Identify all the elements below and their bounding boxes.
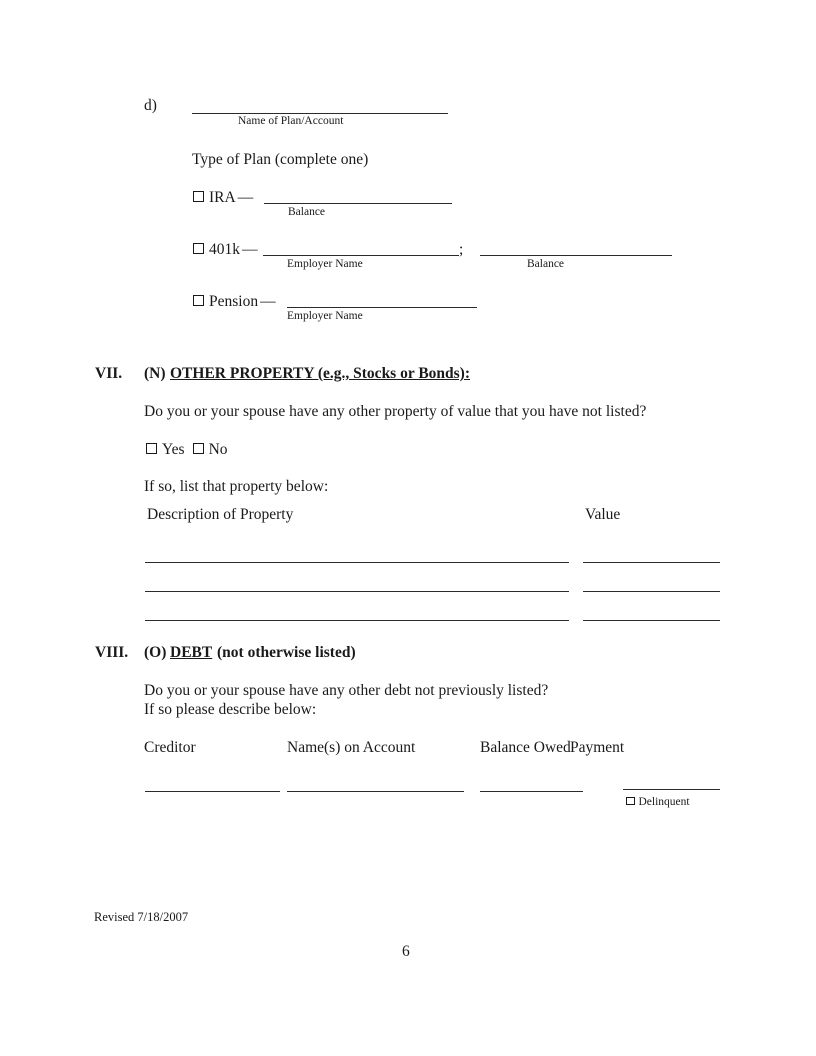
plan-option-ira-label: IRA bbox=[209, 189, 236, 206]
section-vii-instruction: If so, list that property below: bbox=[144, 478, 329, 495]
section-vii-title: OTHER PROPERTY (e.g., Stocks or Bonds): bbox=[170, 365, 471, 382]
plan-option-401k[interactable] bbox=[193, 240, 262, 259]
property-row-value-rule[interactable] bbox=[583, 562, 720, 563]
401k-balance-rule[interactable] bbox=[480, 255, 672, 256]
401k-employer-caption: Employer Name bbox=[287, 258, 363, 270]
column-header-balance-owed: Balance Owed bbox=[480, 739, 571, 756]
plan-option-401k-label: 401k bbox=[209, 241, 240, 258]
column-header-names-on-account: Name(s) on Account bbox=[287, 739, 416, 756]
type-of-plan-prompt: Type of Plan (complete one) bbox=[192, 151, 369, 168]
em-dash-ira: — bbox=[237, 189, 254, 206]
property-row-value-rule[interactable] bbox=[583, 620, 720, 621]
pension-employer-rule[interactable] bbox=[287, 307, 477, 308]
property-row-value-rule[interactable] bbox=[583, 591, 720, 592]
section-viii-question-line-1: Do you or your spouse have any other debt not previously listed? bbox=[144, 682, 549, 699]
section-viii-title-underlined: DEBT bbox=[170, 644, 213, 661]
property-row-description-rule[interactable] bbox=[145, 562, 569, 563]
plan-option-ira[interactable] bbox=[193, 188, 257, 207]
401k-field-separator: ; bbox=[459, 241, 464, 258]
debt-row-names-rule[interactable] bbox=[287, 791, 464, 792]
other-property-no-label: No bbox=[208, 441, 228, 458]
column-header-creditor: Creditor bbox=[144, 739, 196, 756]
checkbox-no-icon[interactable] bbox=[193, 443, 204, 454]
em-dash-pension: — bbox=[260, 293, 276, 310]
checkbox-401k-icon[interactable] bbox=[193, 243, 204, 254]
checkbox-ira-icon[interactable] bbox=[193, 191, 204, 202]
other-property-yes-label: Yes bbox=[162, 441, 185, 458]
checkbox-yes-icon[interactable] bbox=[146, 443, 157, 454]
property-row-description-rule[interactable] bbox=[145, 620, 569, 621]
section-vii-letter: (N) bbox=[144, 365, 166, 382]
401k-balance-caption: Balance bbox=[527, 258, 565, 270]
page-number: 6 bbox=[402, 943, 410, 960]
checkbox-pension-icon[interactable] bbox=[193, 295, 204, 306]
name-of-plan-rule[interactable] bbox=[192, 113, 448, 114]
ira-balance-rule[interactable] bbox=[264, 203, 452, 204]
column-header-payment: Payment bbox=[570, 739, 625, 756]
property-row-description-rule[interactable] bbox=[145, 591, 569, 592]
ira-balance-caption: Balance bbox=[288, 206, 326, 218]
section-viii-numeral: VIII. bbox=[95, 644, 129, 661]
section-viii-title-rest: (not otherwise listed) bbox=[217, 644, 356, 661]
section-viii-letter: (O) bbox=[144, 644, 167, 661]
section-vii-numeral: VII. bbox=[95, 365, 123, 382]
debt-row-creditor-rule[interactable] bbox=[145, 791, 280, 792]
delinquent-label: Delinquent bbox=[638, 796, 690, 808]
plan-option-pension-label: Pension bbox=[209, 293, 259, 310]
footer-revision: Revised 7/18/2007 bbox=[94, 910, 189, 924]
401k-employer-rule[interactable] bbox=[263, 255, 459, 256]
section-vii-question: Do you or your spouse have any other property of value that you have not listed? bbox=[144, 403, 647, 420]
pension-employer-caption: Employer Name bbox=[287, 310, 363, 322]
list-marker-d: d) bbox=[144, 97, 157, 114]
debt-row-balance-owed-rule[interactable] bbox=[480, 791, 583, 792]
delinquent-option[interactable] bbox=[626, 796, 690, 809]
em-dash-401k: — bbox=[242, 241, 258, 258]
plan-option-pension[interactable] bbox=[193, 292, 280, 311]
column-header-value: Value bbox=[585, 506, 621, 523]
debt-row-payment-rule[interactable] bbox=[623, 789, 720, 790]
column-header-description-of-property: Description of Property bbox=[147, 506, 294, 523]
name-of-plan-caption: Name of Plan/Account bbox=[238, 115, 344, 127]
checkbox-delinquent-icon[interactable] bbox=[626, 797, 635, 806]
other-property-yesno-group[interactable] bbox=[146, 440, 228, 459]
section-viii-question-line-2: If so please describe below: bbox=[144, 701, 317, 718]
